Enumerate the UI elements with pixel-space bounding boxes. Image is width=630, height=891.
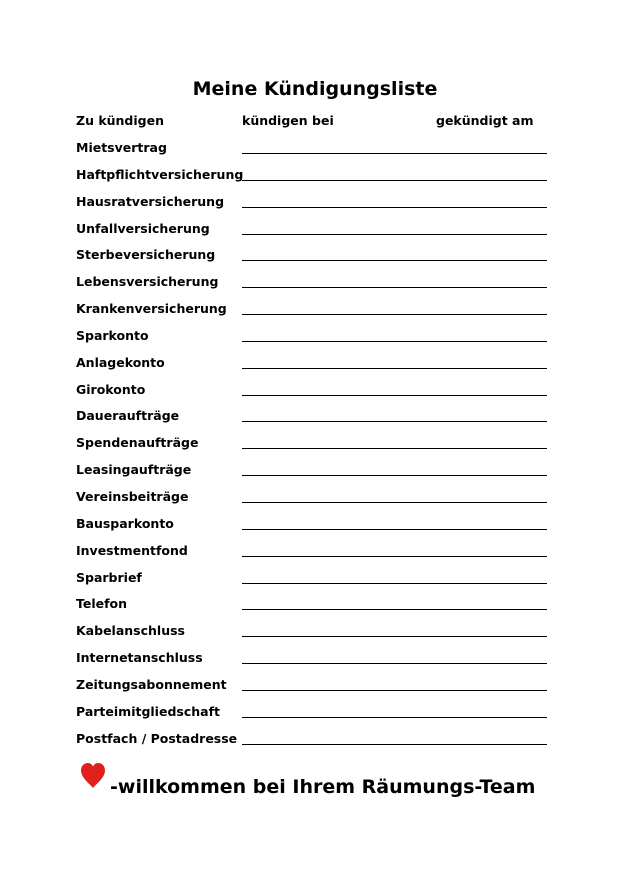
list-item bbox=[0, 216, 630, 243]
list-item-label: Sparkonto bbox=[76, 327, 149, 343]
list-item bbox=[0, 403, 630, 430]
list-item-label: Vereinsbeiträge bbox=[76, 488, 189, 504]
list-item bbox=[0, 672, 630, 699]
list-item bbox=[0, 591, 630, 618]
list-item-label: Daueraufträge bbox=[76, 408, 180, 424]
list-item bbox=[0, 699, 630, 726]
list-item-label: Hausratversicherung bbox=[76, 193, 225, 209]
fill-in-line bbox=[242, 234, 547, 235]
list-item bbox=[0, 726, 630, 753]
list-item bbox=[0, 323, 630, 350]
list-item bbox=[0, 350, 630, 377]
list-item bbox=[0, 430, 630, 457]
list-item-label: Investmentfond bbox=[76, 542, 188, 558]
footer-text: -willkommen bei Ihrem Räumungs-Team bbox=[110, 776, 536, 798]
fill-in-line bbox=[242, 609, 547, 610]
fill-in-line bbox=[242, 448, 547, 449]
fill-in-line bbox=[242, 368, 547, 369]
fill-in-line bbox=[242, 744, 547, 745]
fill-in-line bbox=[242, 260, 547, 261]
list-item bbox=[0, 377, 630, 404]
list-item bbox=[0, 135, 630, 162]
list-item bbox=[0, 189, 630, 216]
fill-in-line bbox=[242, 287, 547, 288]
fill-in-line bbox=[242, 341, 547, 342]
fill-in-line bbox=[242, 475, 547, 476]
fill-in-line bbox=[242, 207, 547, 208]
page-title: Meine Kündigungsliste bbox=[192, 78, 438, 100]
list-item bbox=[0, 457, 630, 484]
list-item-label: Kabelanschluss bbox=[76, 623, 185, 639]
list-item-label: Internetanschluss bbox=[76, 650, 203, 666]
list-item-label: Zeitungsabonnement bbox=[76, 676, 227, 692]
list-item-label: Girokonto bbox=[76, 381, 146, 397]
fill-in-line bbox=[242, 502, 547, 503]
fill-in-line bbox=[242, 663, 547, 664]
column-header-item: Zu kündigen bbox=[76, 113, 164, 128]
list-item-label: Leasingaufträge bbox=[76, 462, 192, 478]
list-item-label: Haftpflichtversicherung bbox=[76, 166, 244, 182]
fill-in-line bbox=[242, 583, 547, 584]
fill-in-line bbox=[242, 421, 547, 422]
heart-icon bbox=[80, 762, 106, 790]
list-item bbox=[0, 242, 630, 269]
fill-in-line bbox=[242, 529, 547, 530]
list-item-label: Krankenversicherung bbox=[76, 301, 227, 317]
column-header-cancelled-on: gekündigt am bbox=[436, 113, 534, 128]
list-item bbox=[0, 565, 630, 592]
list-item bbox=[0, 484, 630, 511]
list-item bbox=[0, 296, 630, 323]
list-item-label: Telefon bbox=[76, 596, 128, 612]
fill-in-line bbox=[242, 314, 547, 315]
fill-in-line bbox=[242, 636, 547, 637]
list-item-label: Postfach / Postadresse bbox=[76, 730, 238, 746]
cancellation-list bbox=[0, 135, 630, 752]
list-item-label: Lebensversicherung bbox=[76, 274, 219, 290]
list-item-label: Bausparkonto bbox=[76, 515, 174, 531]
list-item bbox=[0, 269, 630, 296]
list-item bbox=[0, 645, 630, 672]
list-item-label: Sparbrief bbox=[76, 569, 142, 585]
fill-in-line bbox=[242, 690, 547, 691]
column-header-cancel-at: kündigen bei bbox=[242, 113, 334, 128]
fill-in-line bbox=[242, 395, 547, 396]
list-item-label: Mietsvertrag bbox=[76, 140, 167, 155]
fill-in-line bbox=[242, 153, 547, 154]
fill-in-line bbox=[242, 180, 547, 181]
list-item bbox=[0, 618, 630, 645]
fill-in-line bbox=[242, 717, 547, 718]
list-item-label: Parteimitgliedschaft bbox=[76, 703, 220, 719]
list-item-label: Spendenaufträge bbox=[76, 435, 199, 451]
list-item-label: Sterbeversicherung bbox=[76, 247, 216, 263]
list-item-label: Unfallversicherung bbox=[76, 220, 210, 236]
list-item bbox=[0, 511, 630, 538]
fill-in-line bbox=[242, 556, 547, 557]
list-item bbox=[0, 538, 630, 565]
list-item bbox=[0, 162, 630, 189]
list-item-label: Anlagekonto bbox=[76, 354, 165, 370]
